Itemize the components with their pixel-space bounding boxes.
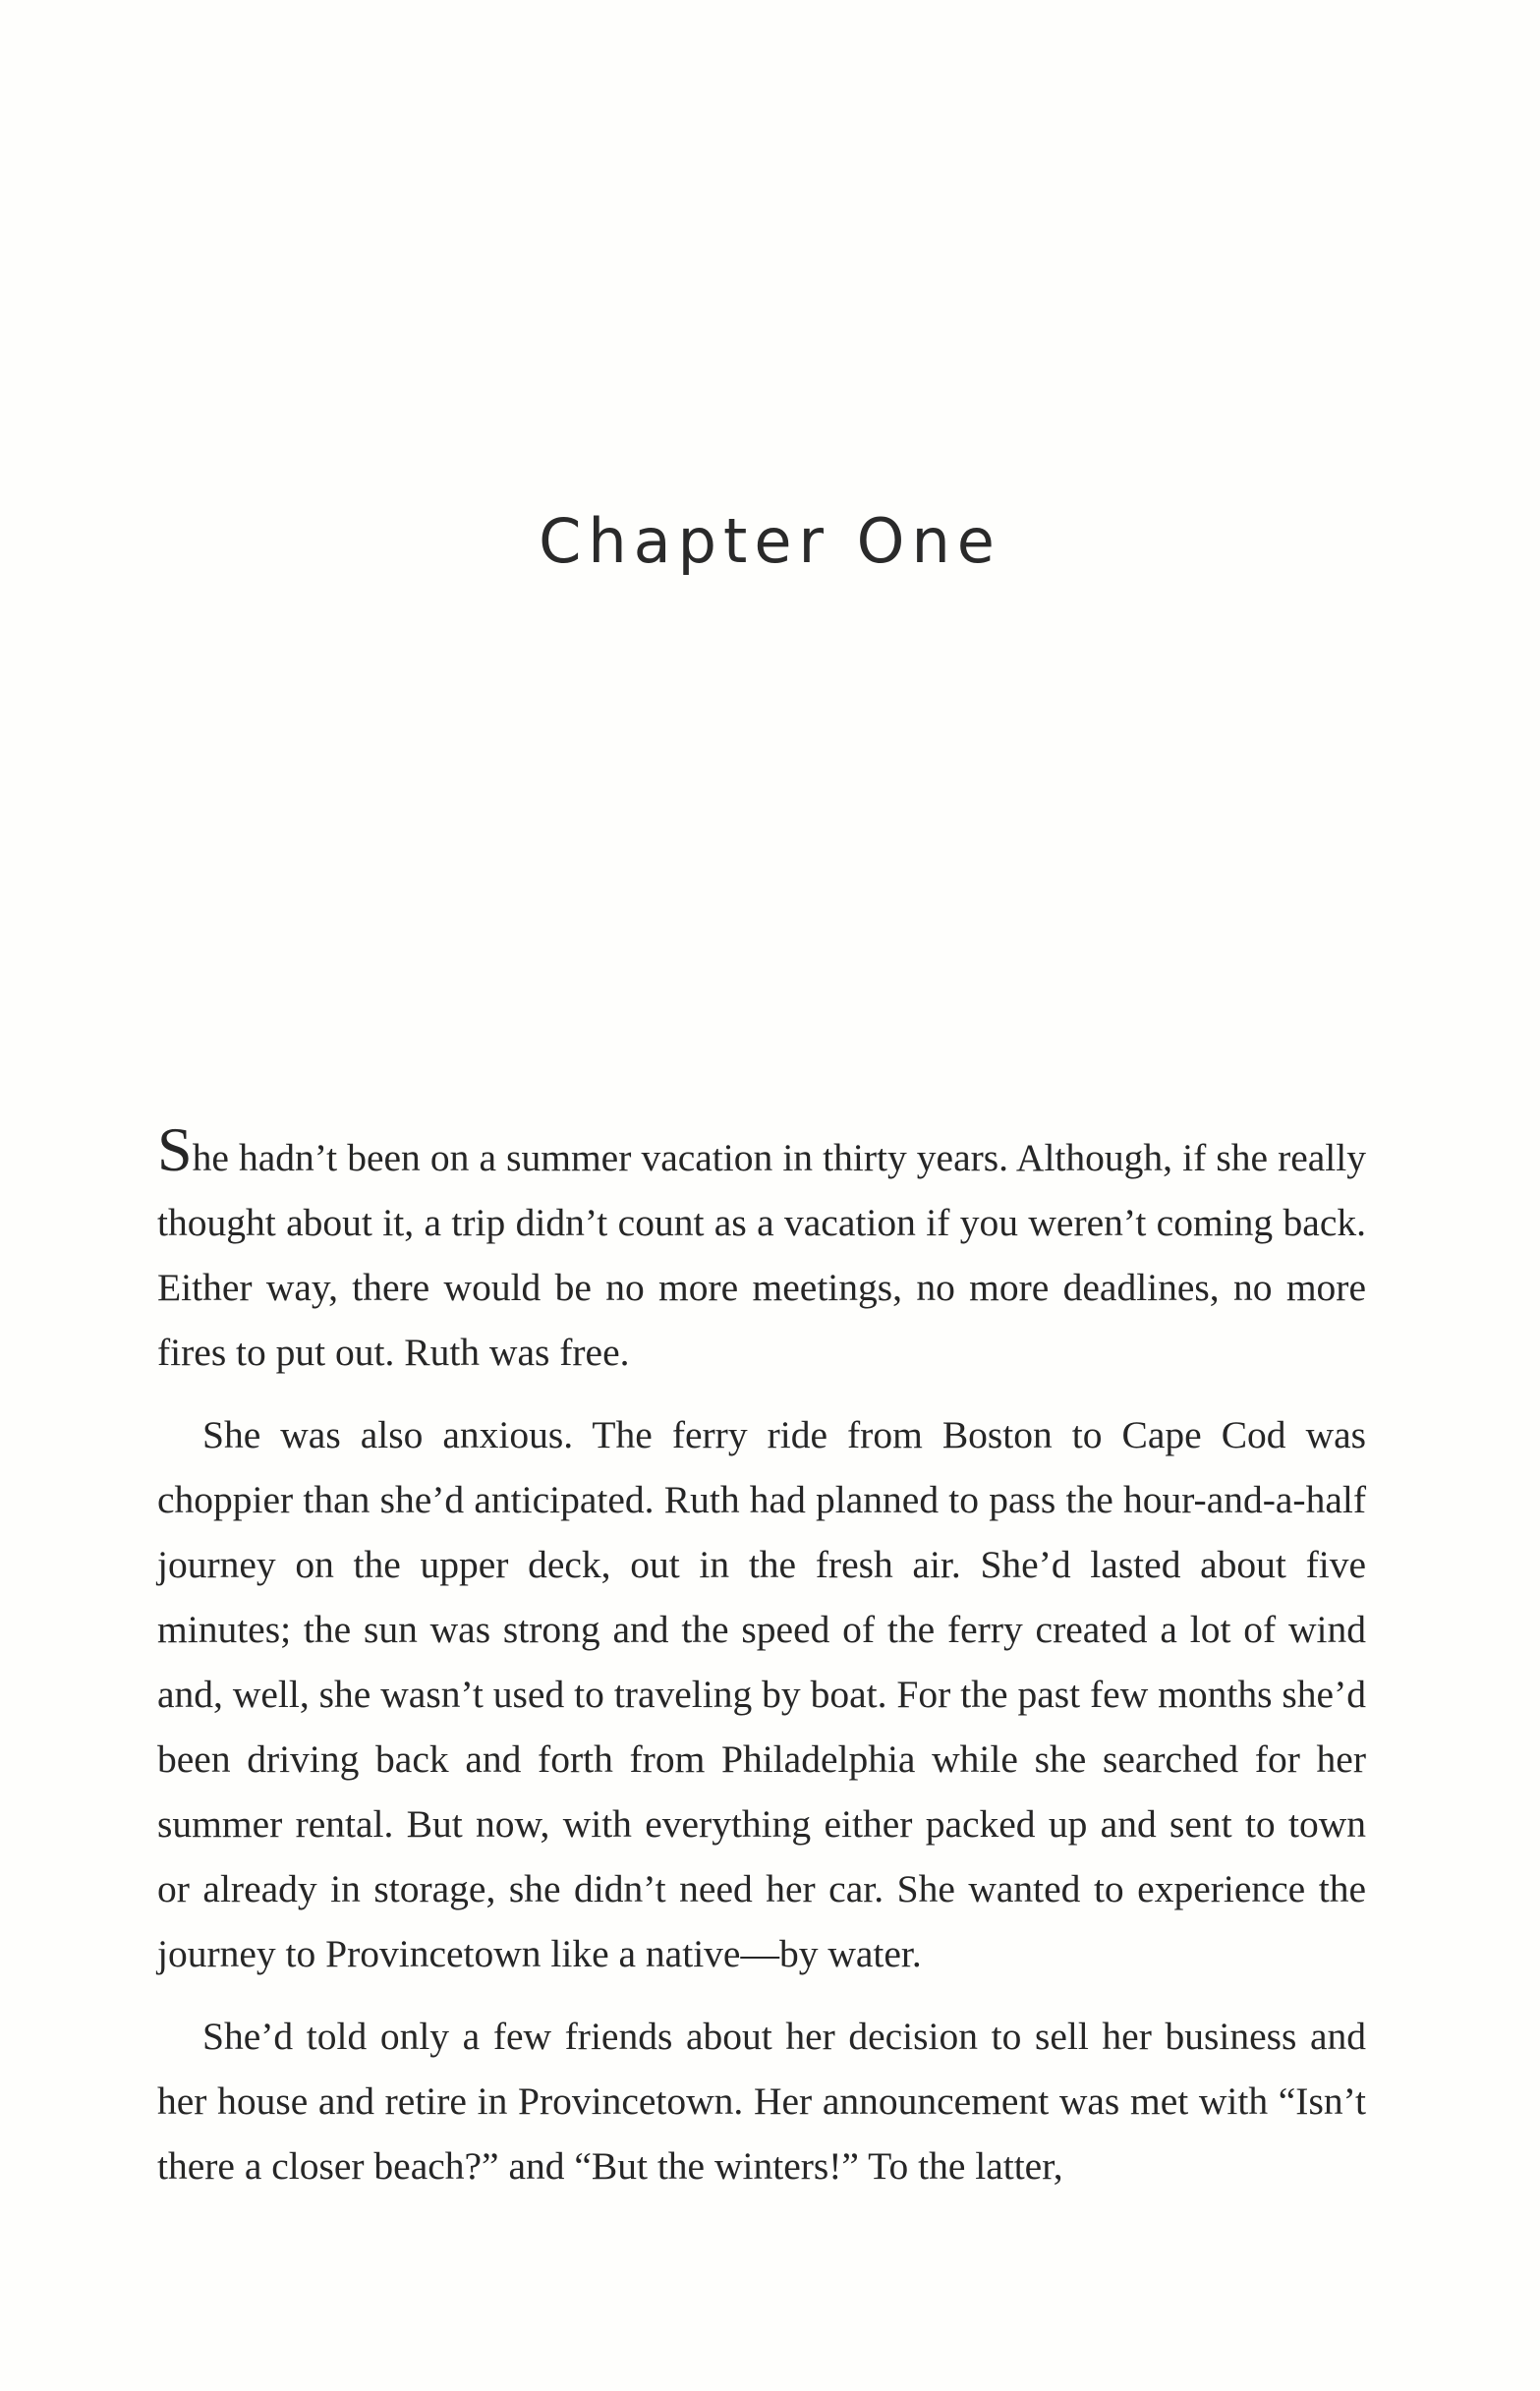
paragraph-3: She’d told only a few friends about her decision to sell her business and her house and retire in Provincetown. Her announcement was met with “Isn’t there a closer beach?” and “But the winters!” To the latter, [157,2015,1366,2188]
paragraph-1-text: he hadn’t been on a summer vacation in thirty years. Although, if she really thought about it, a trip didn’t count as a vacation if you weren’t coming back. Either way, there would be no more meetings, no more deadlines, no more fires to put out. Ruth was free. [157,1136,1366,1374]
drop-cap: S [157,1114,193,1184]
chapter-body [157,1114,1366,2198]
paragraph-2: She was also anxious. The ferry ride from Boston to Cape Cod was choppier than she’d anticipated. Ruth had planned to pass the hour-and-a-half journey on the upper deck, out in the fresh air. She’d lasted about five minutes; the sun was strong and the speed of the ferry created a lot of wind and, well, she wasn’t used to traveling by boat. For the past few months she’d been driving back and forth from Philadelphia while she searched for her summer rental. But now, with everything either packed up and sent to town or already in storage, she didn’t need her car. She wanted to experience the journey to Provincetown like a native—by water. [157,1413,1366,1975]
chapter-title: Chapter One [539,504,1001,577]
paragraph-1 [157,1114,1366,1385]
